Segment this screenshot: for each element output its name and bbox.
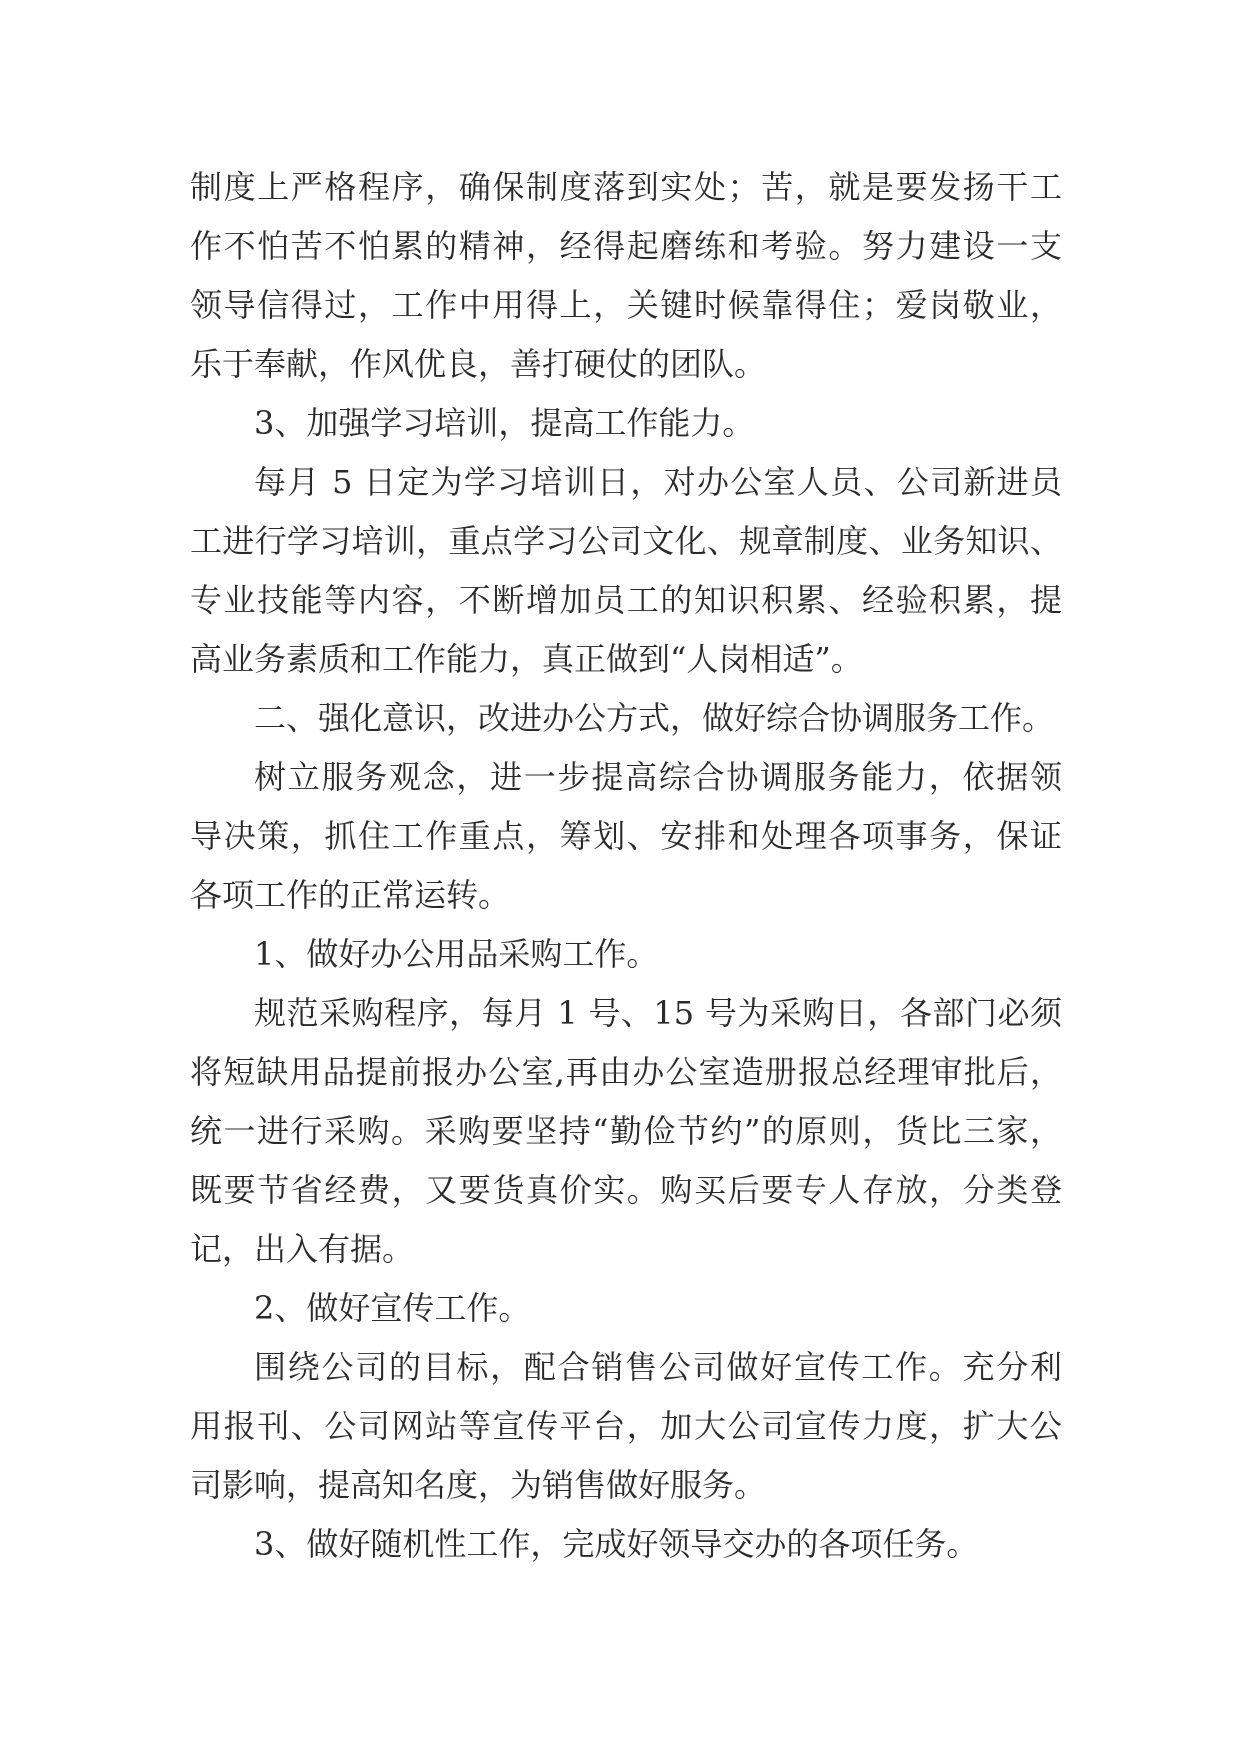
text-line: 规范采购程序，每月 1 号、15 号为采购日，各部门必须 — [254, 994, 1062, 1032]
text-line: 制度上严格程序，确保制度落到实处；苦，就是要发扬干工 — [190, 168, 1062, 206]
text-line: 树立服务观念，进一步提高综合协调服务能力，依据领 — [254, 758, 1062, 796]
text-line: 用报刊、公司网站等宣传平台，加大公司宣传力度，扩大公 — [190, 1407, 1062, 1445]
text-line: 工进行学习培训，重点学习公司文化、规章制度、业务知识、 — [190, 522, 1062, 560]
text-line: 导决策，抓住工作重点，筹划、安排和处理各项事务，保证 — [190, 817, 1062, 855]
text-line: 领导信得过，工作中用得上，关键时候靠得住；爱岗敬业， — [190, 286, 1062, 324]
text-line: 记，出入有据。 — [190, 1230, 415, 1268]
text-line: 司影响，提高知名度，为销售做好服务。 — [190, 1466, 767, 1504]
text-line: 3、加强学习培训，提高工作能力。 — [254, 404, 755, 442]
text-line: 每月 5 日定为学习培训日，对办公室人员、公司新进员 — [254, 463, 1062, 501]
text-line: 二、强化意识，改进办公方式，做好综合协调服务工作。 — [254, 699, 1055, 737]
text-line: 作不怕苦不怕累的精神，经得起磨练和考验。努力建设一支 — [190, 227, 1062, 265]
document-body — [190, 158, 1062, 1574]
text-line: 统一进行采购。采购要坚持“勤俭节约”的原则，货比三家， — [190, 1112, 1062, 1150]
text-line: 将短缺用品提前报办公室,再由办公室造册报总经理审批后， — [190, 1053, 1062, 1091]
text-line: 围绕公司的目标，配合销售公司做好宣传工作。充分利 — [254, 1348, 1062, 1386]
text-line: 各项工作的正常运转。 — [190, 876, 511, 914]
text-line: 1、做好办公用品采购工作。 — [254, 935, 659, 973]
text-line: 高业务素质和工作能力，真正做到“人岗相适”。 — [190, 640, 863, 678]
text-line: 3、做好随机性工作，完成好领导交办的各项任务。 — [254, 1525, 979, 1563]
text-line: 乐于奉献，作风优良，善打硬仗的团队。 — [190, 345, 767, 383]
text-line: 专业技能等内容，不断增加员工的知识积累、经验积累，提 — [190, 581, 1062, 619]
text-line: 既要节省经费，又要货真价实。购买后要专人存放，分类登 — [190, 1171, 1062, 1209]
text-line: 2、做好宣传工作。 — [254, 1289, 531, 1327]
